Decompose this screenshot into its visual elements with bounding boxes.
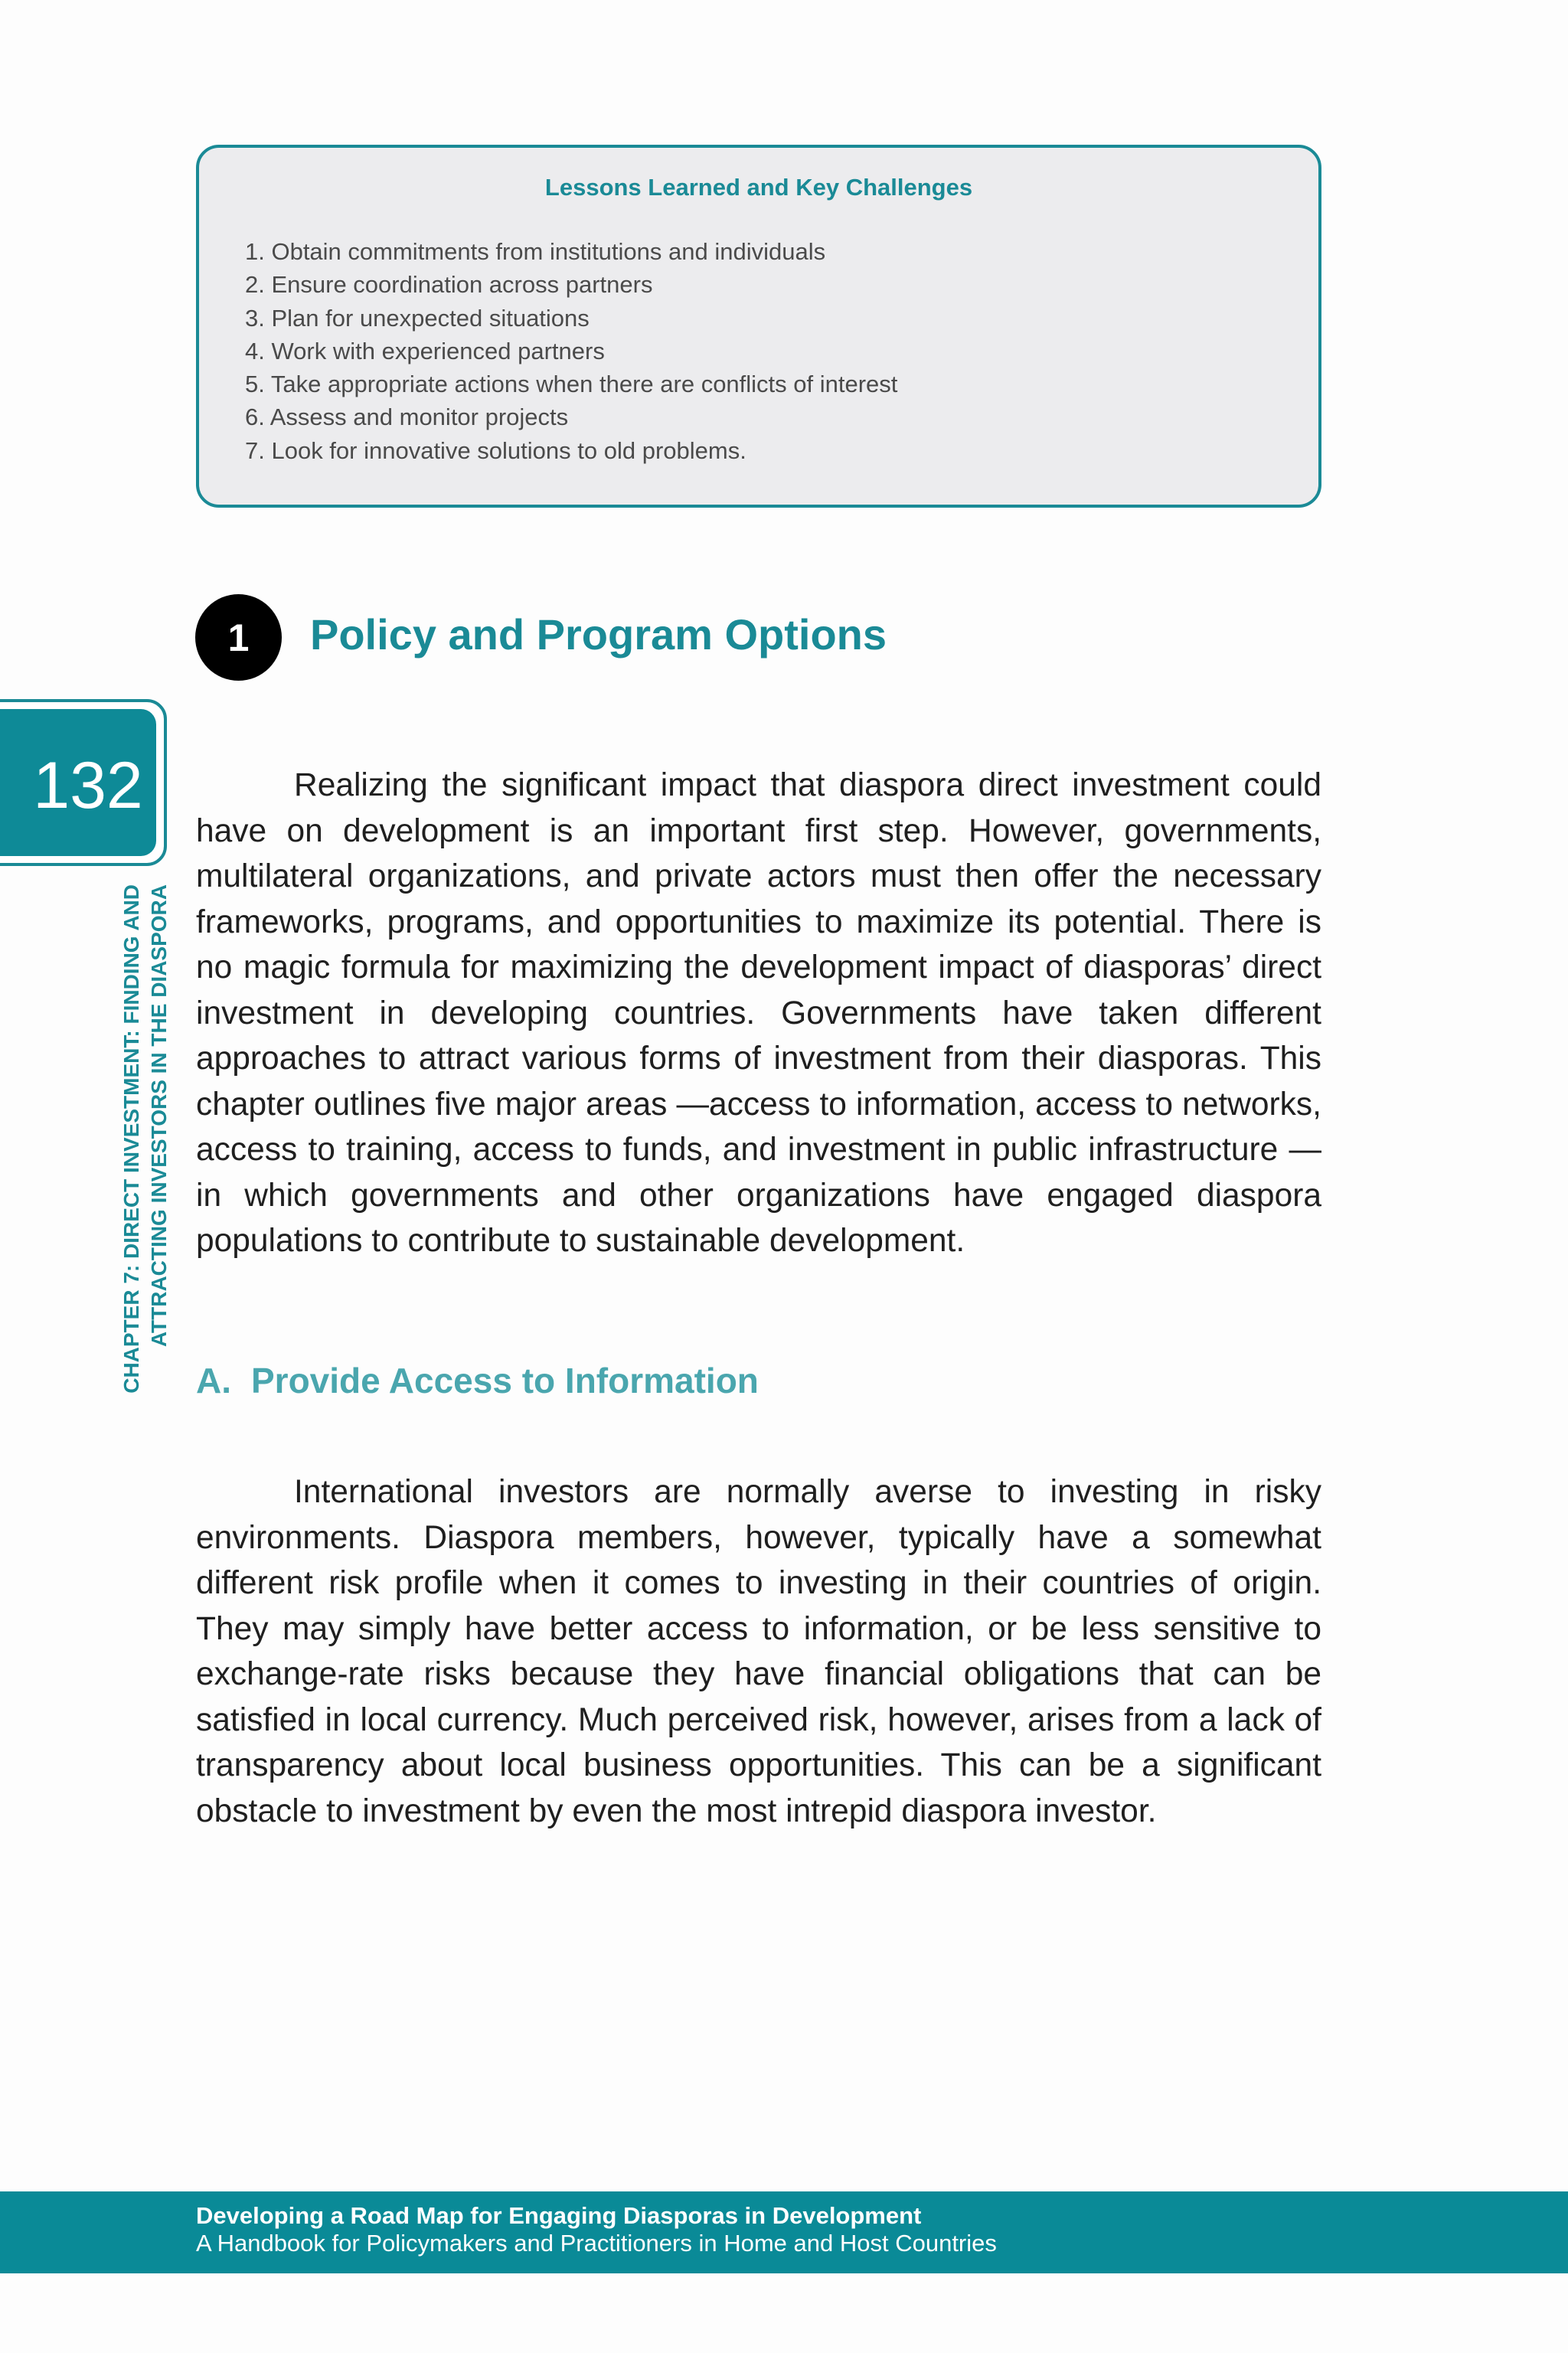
page-number: 132 xyxy=(33,749,143,822)
subsection-title: Provide Access to Information xyxy=(251,1361,759,1400)
lessons-list-item: 5. Take appropriate actions when there are conflicts of interest xyxy=(245,371,898,398)
body-paragraph xyxy=(196,1469,1321,1834)
lessons-list-item: 6. Assess and monitor projects xyxy=(245,404,569,431)
subsection-heading xyxy=(196,1360,759,1401)
lessons-box xyxy=(196,145,1321,508)
chapter-label-line: CHAPTER 7: DIRECT INVESTMENT: FINDING AND xyxy=(119,884,143,1394)
lessons-box-title: Lessons Learned and Key Challenges xyxy=(544,174,973,201)
body-paragraph xyxy=(196,763,1321,1264)
section-number-badge: 1 xyxy=(195,594,282,681)
lessons-list-item: 7. Look for innovative solutions to old problems. xyxy=(245,436,746,464)
body-paragraph-text: International investors are normally averse to investing in risky environments. Diaspora members, however, typically have a somewhat different risk profile when it comes to investing in their countries of origin. They may simply have better access to information, or be less sensitive to exchange-rate risks because they have financial obligations that can be satisfied in local currency. Much perceived risk, however, arises from a lack of transparency about local business opportunities. This can be a significant obstacle to investment by even the most intrepid diaspora investor. xyxy=(196,1474,1321,1829)
lessons-list-item: 4. Work with experienced partners xyxy=(245,337,605,364)
section-title: Policy and Program Options xyxy=(310,610,887,659)
footer-title: Developing a Road Map for Engaging Diasporas in Development xyxy=(196,2202,922,2229)
lessons-list-item: 3. Plan for unexpected situations xyxy=(245,304,590,332)
lessons-list-item: 1. Obtain commitments from institutions and individuals xyxy=(245,238,826,265)
chapter-label-line: ATTRACTING INVESTORS IN THE DIASPORA xyxy=(147,884,171,1348)
body-paragraph-text: Realizing the significant impact that diaspora direct investment could have on development is an important first step. However, governments, multilateral organizations, and private actors must then offer the necessary frameworks, programs, and opportunities to maximize its potential. There is no magic formula for maximizing the development impact of diasporas’ direct investment in developing countries. Governments have taken different approaches to attract various forms of investment from their diasporas. This chapter outlines five major areas —access to information, access to networks, access to training, access to funds, and investment in public infrastructure — in which governments and other organizations have engaged diaspora populations to contribute to sustainable development. xyxy=(196,767,1321,1259)
footer-subtitle: A Handbook for Policymakers and Practitioners in Home and Host Countries xyxy=(196,2230,997,2257)
lessons-list-item: 2. Ensure coordination across partners xyxy=(245,271,653,299)
lessons-list xyxy=(245,235,897,467)
subsection-letter: A. xyxy=(196,1361,231,1400)
chapter-label xyxy=(118,884,173,1451)
